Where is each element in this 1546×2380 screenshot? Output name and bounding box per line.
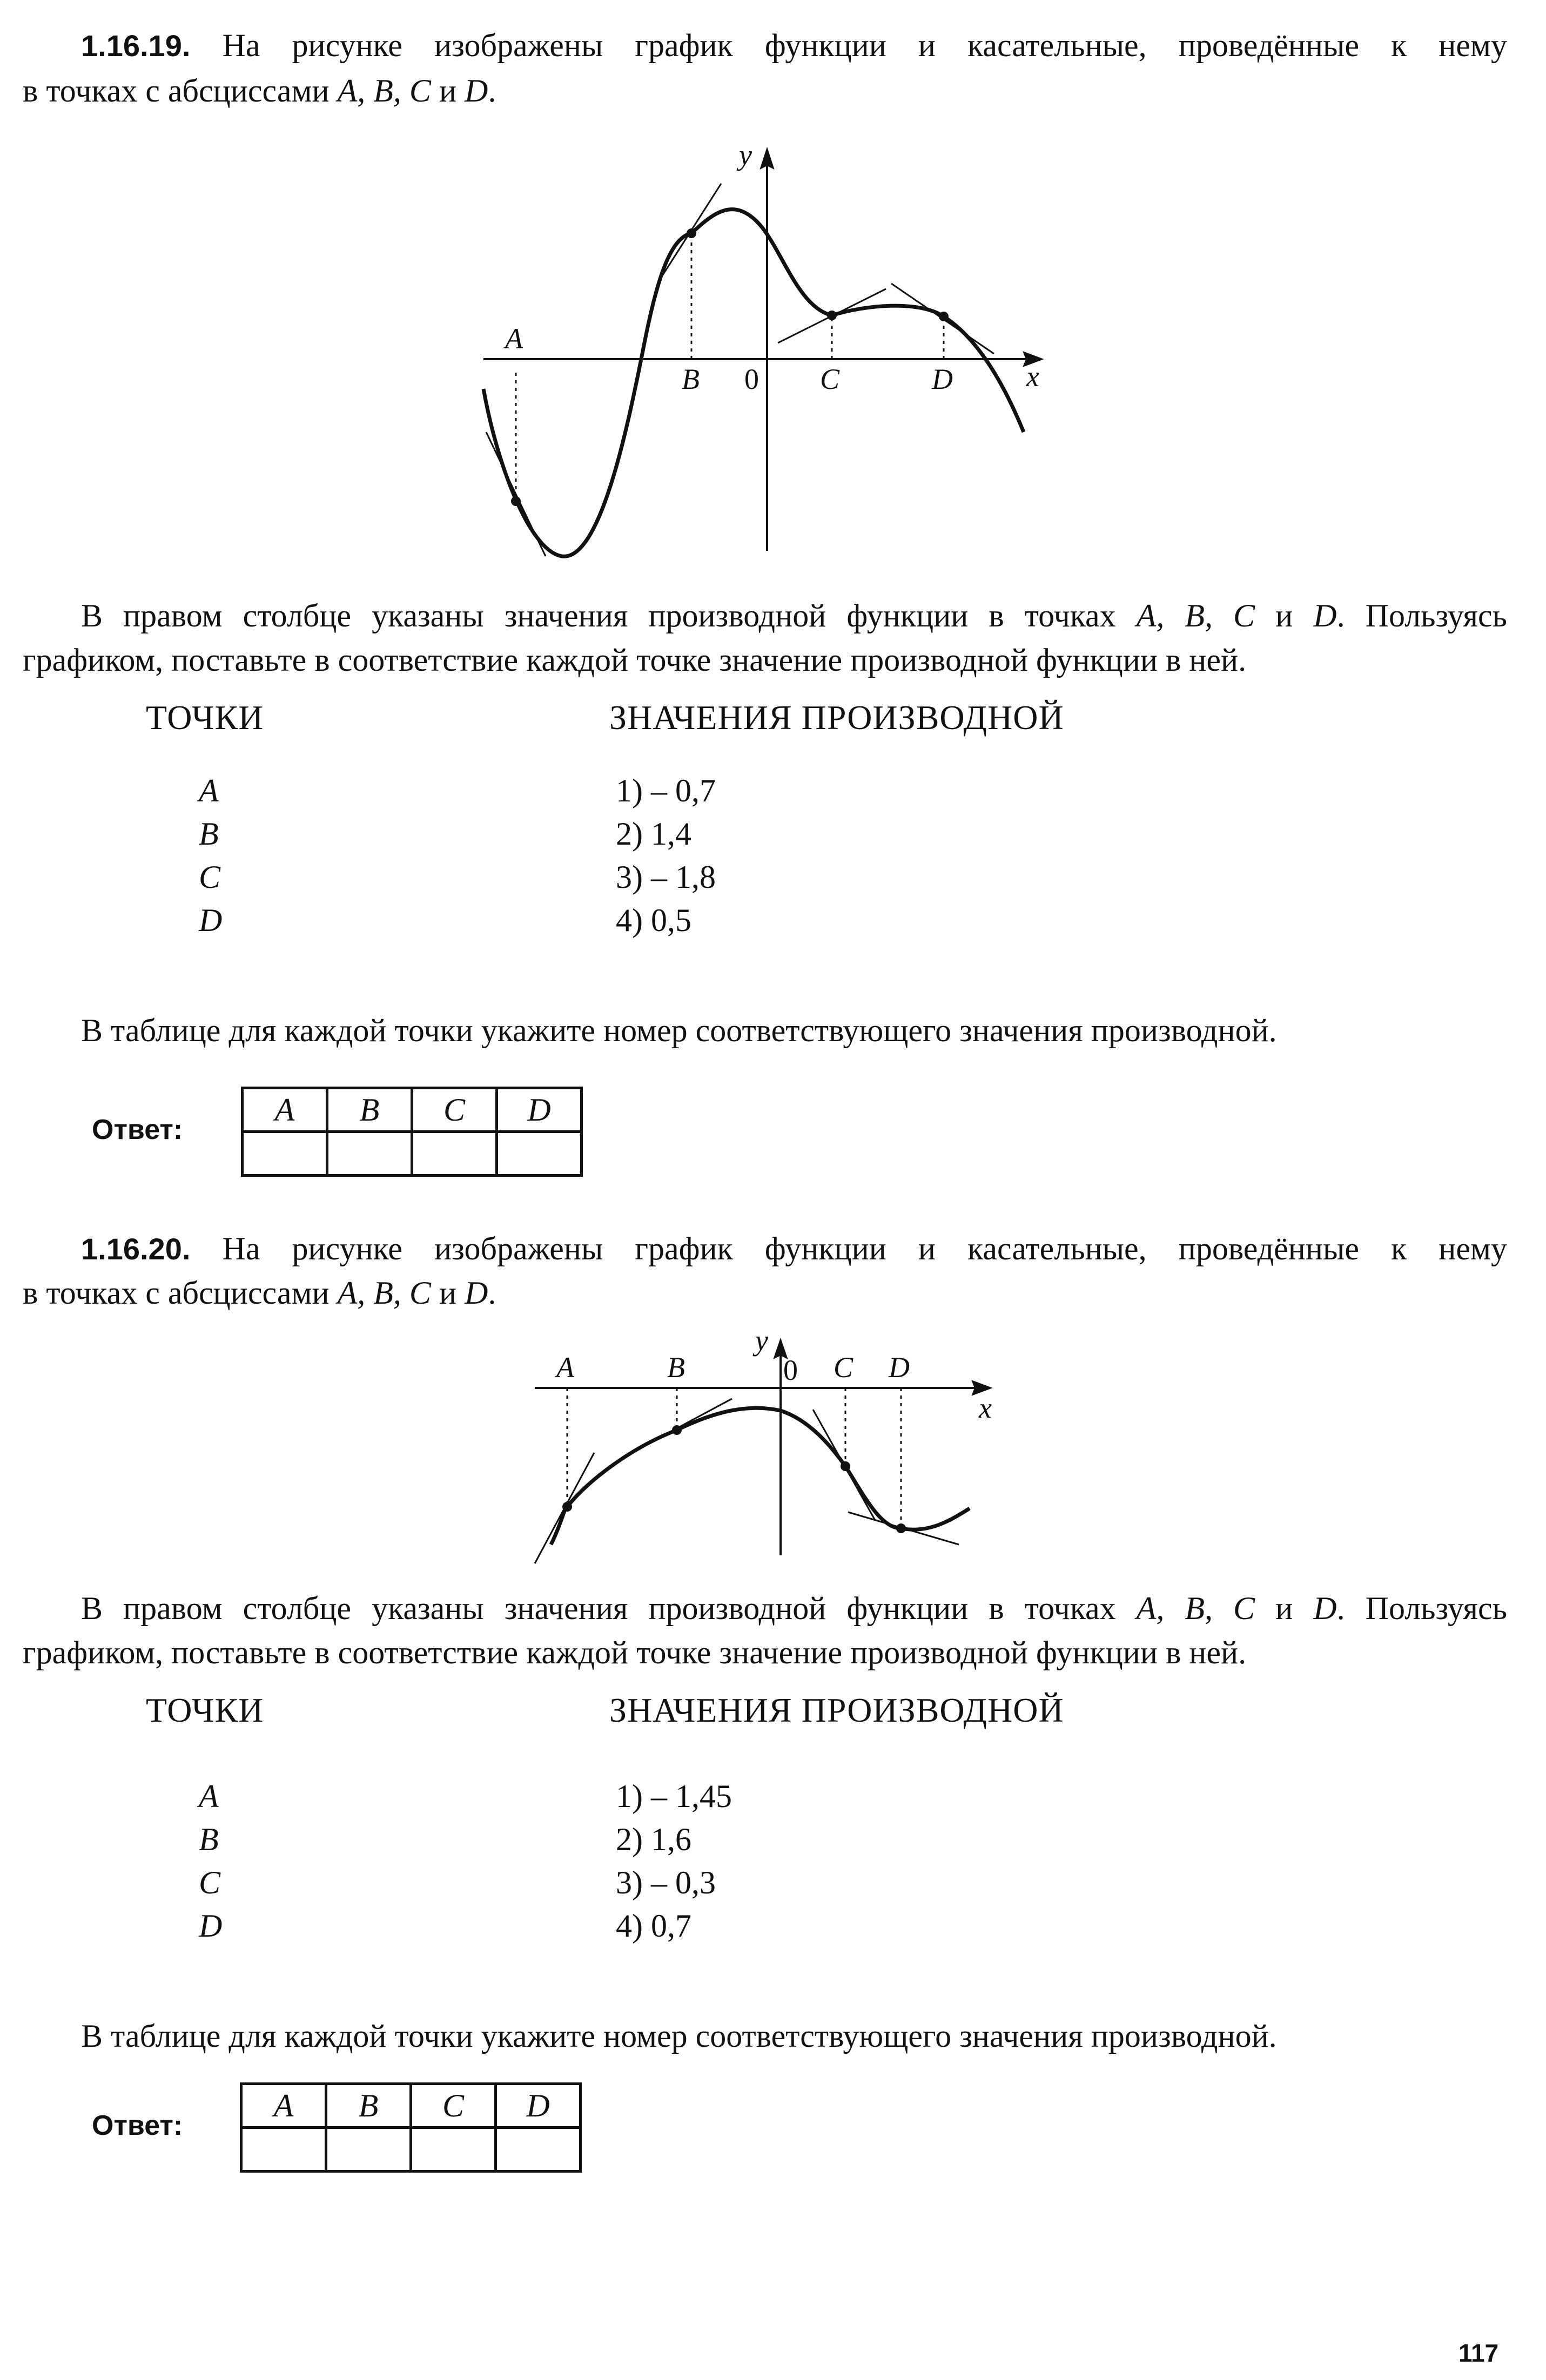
label-A: A [556,1351,574,1384]
answer-cell-D[interactable] [497,1132,582,1176]
point-B [687,228,696,238]
problem-1-statement-line1: 1.16.19. На рисунке изображены график функции и касательные, проведённые к нему [81,28,1508,63]
answer-cell-C[interactable] [411,2128,496,2172]
problem-2-statement-line1: 1.16.20. На рисунке изображены график функции и касательные, проведённые к нему [81,1231,1508,1266]
derivative-value: 2) 1,4 [616,816,691,852]
answer-cell-C[interactable] [412,1132,497,1176]
answer-cell-A[interactable] [243,1132,327,1176]
answer-cell-B[interactable] [326,2128,411,2172]
label-x: x [1026,360,1039,393]
problem-2-graph [519,1318,1037,1572]
point-label: A [199,773,219,808]
derivative-value: 1) – 0,7 [616,773,716,808]
point-C [827,311,837,320]
problem-1-instruction-line1: В правом столбце указаны значения производной функции в точках A, B, C и D. Пользуясь [81,598,1508,633]
problem-2-statement-line2: в точках с абсциссами A, B, C и D. [23,1275,496,1311]
answer-header-B: B [327,1088,412,1132]
answer-cell-A[interactable] [241,2128,326,2172]
answer-header-C: C [412,1088,497,1132]
answer-header-D: D [496,2084,581,2128]
point-label: C [199,1865,221,1900]
answer-table [241,1087,583,1177]
point-label: D [199,1908,223,1944]
points-header: ТОЧКИ [146,698,264,737]
point-label: A [199,1778,219,1814]
point-A [562,1502,572,1512]
point-D [939,312,949,321]
problem-1-instruction-line2: графиком, поставьте в соответствие каждой точке значение производной функции в ней. [23,642,1247,678]
problem-number: 1.16.20. [81,1232,191,1266]
label-zero: 0 [744,363,759,395]
point-A [511,496,521,506]
answer-table [240,2082,582,2173]
point-D [896,1523,906,1533]
table-instruction: В таблице для каждой точки укажите номер соответствующего значения производной. [81,2018,1277,2054]
answer-cell-B[interactable] [327,1132,412,1176]
derivative-value: 4) 0,7 [616,1908,691,1944]
problem-1-graph [465,135,1059,578]
label-B: B [682,363,700,395]
point-label: C [199,859,221,895]
derivative-value: 1) – 1,45 [616,1778,732,1814]
answer-header-D: D [497,1088,582,1132]
points-header: ТОЧКИ [146,1691,264,1729]
point-C [841,1461,850,1471]
point-label: B [199,816,219,852]
answer-header-A: A [241,2084,326,2128]
y-axis-arrow [761,149,774,168]
problem-2-instruction-line2: графиком, поставьте в соответствие каждой точке значение производной функции в ней. [23,1635,1247,1670]
values-header: ЗНАЧЕНИЯ ПРОИЗВОДНОЙ [609,1691,1064,1729]
label-y: y [755,1324,768,1357]
label-D: D [889,1351,910,1384]
answer-label: Ответ: [92,1114,183,1145]
label-A: A [505,322,523,355]
label-zero: 0 [783,1354,798,1386]
derivative-value: 3) – 1,8 [616,859,716,895]
point-B [672,1425,682,1435]
function-curve [551,1408,970,1545]
answer-cell-D[interactable] [496,2128,581,2172]
point-label: B [199,1822,219,1857]
label-B: B [667,1351,685,1384]
table-instruction: В таблице для каждой точки укажите номер соответствующего значения производной. [81,1013,1277,1048]
answer-header-C: C [411,2084,496,2128]
answer-header-A: A [243,1088,327,1132]
point-label: D [199,902,223,938]
values-header: ЗНАЧЕНИЯ ПРОИЗВОДНОЙ [609,698,1064,737]
page-number: 117 [1458,2339,1499,2367]
answer-label: Ответ: [92,2110,183,2141]
derivative-value: 2) 1,6 [616,1822,691,1857]
label-C: C [820,363,840,395]
answer-header-B: B [326,2084,411,2128]
derivative-value: 3) – 0,3 [616,1865,716,1900]
problem-number: 1.16.19. [81,29,191,63]
problem-1-statement-line2: в точках с абсциссами A, B, C и D. [23,73,496,109]
label-y: y [739,139,752,171]
label-D: D [932,363,953,395]
derivative-value: 4) 0,5 [616,902,691,938]
label-C: C [834,1351,853,1384]
problem-2-instruction-line1: В правом столбце указаны значения производной функции в точках A, B, C и D. Пользуясь [81,1590,1508,1626]
label-x: x [979,1392,992,1424]
